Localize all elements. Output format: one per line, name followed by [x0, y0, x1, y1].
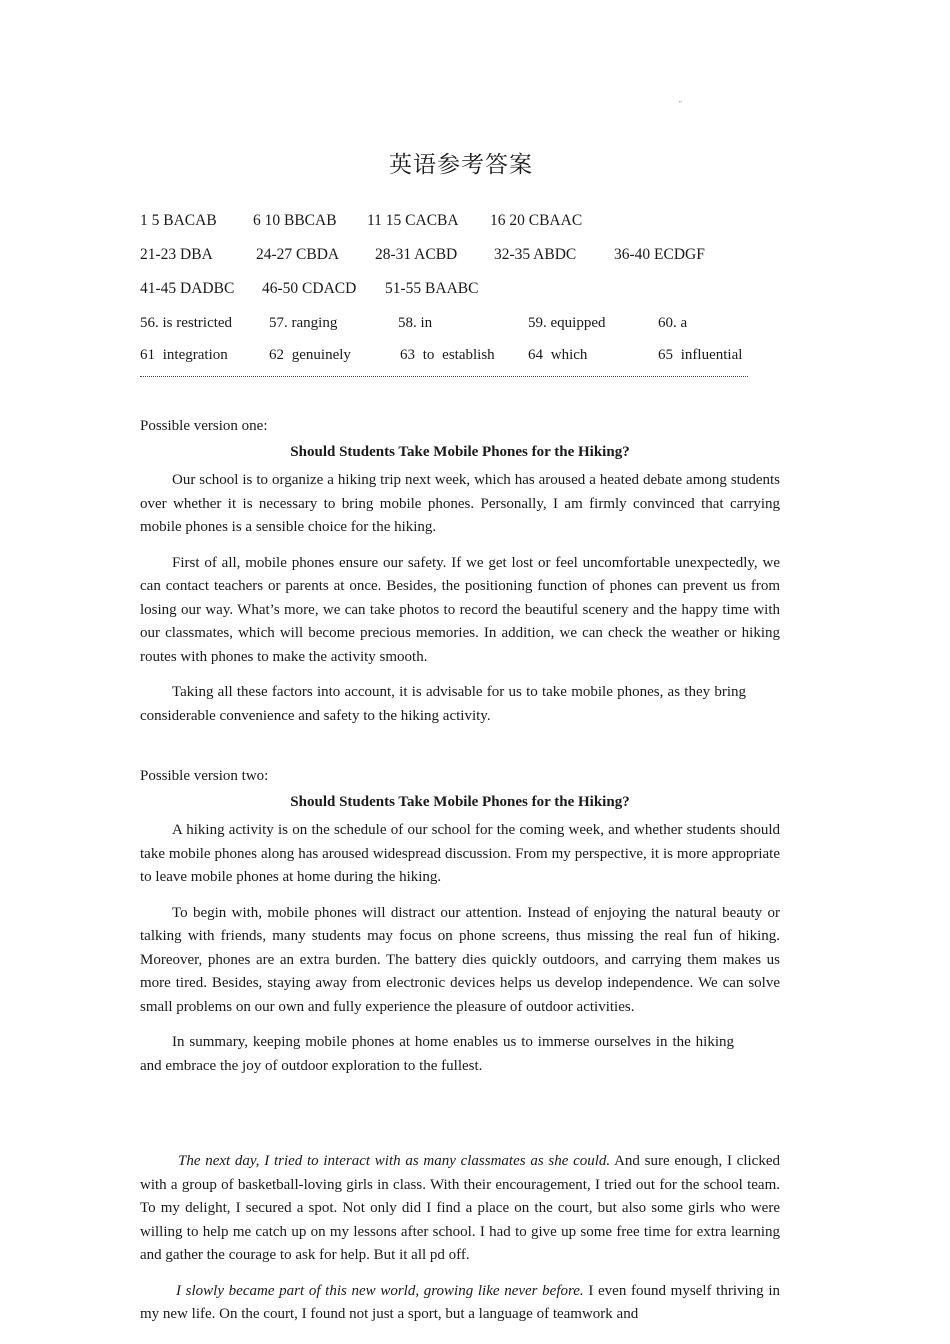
version-label: Possible version one:: [140, 418, 268, 434]
answer-item: 63 to establish: [400, 347, 495, 363]
story-body: I even found myself thriving in my new life. On the court, I found not just a sport, but a language of teamwork and: [140, 1282, 780, 1322]
answer-item: 36-40 ECDGF: [614, 246, 705, 263]
page-title: 英语参考答案: [389, 152, 533, 178]
essay-paragraph: Taking all these factors into account, it is advisable for us to take mobile phones, as they bring considerable convenience and safety to the hiking activity.: [140, 684, 746, 724]
answer-item: 32-35 ABDC: [494, 246, 577, 263]
answer-item: 65 influential: [658, 347, 743, 363]
essay-paragraph: To begin with, mobile phones will distract our attention. Instead of enjoying the natural beauty or talking with friends, many students may focus on phone screens, thus missing the real fun of hiking. Moreover, phones are an extra burden. The battery dies quickly outdoors, and carrying them makes us more tired. Besides, staying away from electronic devices helps us develop independence. We can solve small problems on our own and fully experience the pleasure of outdoor activities.: [140, 904, 780, 1015]
essay-paragraph: A hiking activity is on the schedule of our school for the coming week, and whether students should take mobile phones along has aroused widespread discussion. From my perspective, it is more appropriate to leave mobile phones at home during the hiking.: [140, 822, 780, 885]
answer-item: 1 5 BACAB: [140, 212, 217, 229]
answer-item: 58. in: [398, 315, 433, 331]
answer-item: 28-31 ACBD: [375, 246, 458, 263]
story-paragraph: [140, 1280, 780, 1327]
answer-item: 62 genuinely: [269, 347, 351, 363]
essay-paragraph: Our school is to organize a hiking trip next week, which has aroused a heated debate among students over whether it is necessary to bring mobile phones. Personally, I am firmly convinced that carrying mobile phones is a sensible choice for the hiking.: [140, 472, 780, 535]
header-mark: ": [679, 100, 682, 108]
essay-paragraph: In summary, keeping mobile phones at home enables us to immerse ourselves in the hiking and embrace the joy of outdoor exploration to the fullest.: [140, 1034, 734, 1074]
answer-item: 61 integration: [140, 347, 228, 363]
answer-item: 6 10 BBCAB: [253, 212, 337, 229]
version-two: [140, 764, 780, 1078]
answer-item: 24-27 CBDA: [256, 246, 340, 263]
version-one: [140, 414, 780, 728]
answer-item: 56. is restricted: [140, 315, 233, 331]
answer-item: 51-55 BAABC: [385, 280, 479, 297]
answer-item: 11 15 CACBA: [367, 212, 459, 229]
answer-item: 46-50 CDACD: [262, 280, 357, 297]
story-lead-sentence: I slowly became part of this new world, growing like never before.: [176, 1282, 584, 1299]
answer-item: 59. equipped: [528, 315, 606, 331]
dotted-divider: [140, 376, 748, 377]
essay-heading: Should Students Take Mobile Phones for the Hiking?: [290, 794, 630, 810]
version-label: Possible version two:: [140, 768, 269, 784]
answer-item: 21-23 DBA: [140, 246, 213, 263]
answer-item: 16 20 CBAAC: [490, 212, 583, 229]
essay-paragraph: First of all, mobile phones ensure our safety. If we get lost or feel uncomfortable unexpectedly, we can contact teachers or parents at once. Besides, the positioning function of phones can prevent us from losing our way. What’s more, we can take photos to record the beautiful scenery and the happy time with our classmates, which will become precious memories. In addition, we can check the weather or hiking routes with phones to make the activity smooth.: [140, 554, 780, 665]
essay-heading: Should Students Take Mobile Phones for the Hiking?: [290, 444, 630, 460]
story-paragraph: [140, 1150, 780, 1268]
story-lead-sentence: The next day, I tried to interact with as many classmates as she could.: [178, 1153, 611, 1169]
story-continuation: [140, 1150, 780, 1327]
answer-item: 60. a: [658, 315, 688, 331]
answer-item: 57. ranging: [269, 315, 338, 331]
answer-item: 41-45 DADBC: [140, 280, 235, 297]
answer-item: 64 which: [528, 347, 588, 363]
story-body: And sure enough, I clicked with a group of basketball-loving girls in class. With their encouragement, I tried out for the school team. To my delight, I secured a spot. Not only did I find a place on the court, but also some girls who were willing to help me catch up on my lessons after school. I had to give up some free time for extra learning and gather the courage to ask for help. But it all pd off.: [140, 1153, 780, 1263]
